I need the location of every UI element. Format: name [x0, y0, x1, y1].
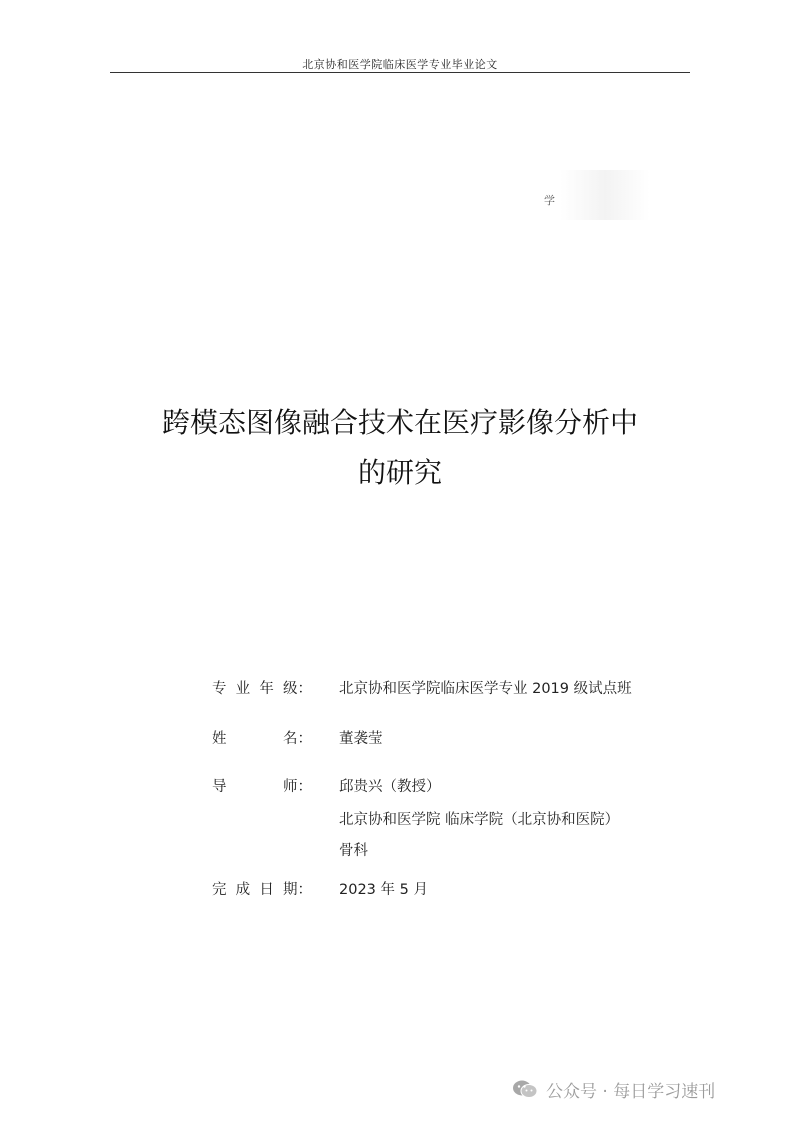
thesis-title — [80, 398, 720, 498]
major-label: 专 业 年 级： — [212, 681, 312, 697]
advisor-value-line-3: 骨科 — [339, 843, 368, 859]
title-line-1: 跨模态图像融合技术在医疗影像分析中 — [161, 406, 638, 439]
date-value: 2023 年 5 月 — [339, 882, 428, 898]
faint-mark: 学 — [544, 194, 555, 207]
title-line-2: 的研究 — [357, 456, 442, 489]
scan-smudge — [560, 170, 650, 220]
watermark-text: 公众号 · 每日学习速刊 — [546, 1081, 716, 1102]
date-label: 完 成 日 期： — [212, 882, 312, 898]
wechat-icon — [512, 1079, 538, 1099]
watermark — [512, 1074, 715, 1104]
advisor-label: 导 师： — [212, 779, 312, 795]
major-value: 北京协和医学院临床医学专业 2019 级试点班 — [339, 681, 632, 697]
advisor-value-line-1: 邱贵兴（教授） — [339, 779, 441, 795]
page-header: 北京协和医学院临床医学专业毕业论文 — [302, 58, 498, 71]
header-rule — [110, 72, 690, 73]
advisor-value-line-2: 北京协和医学院 临床学院（北京协和医院） — [339, 812, 620, 828]
name-label: 姓 名： — [212, 731, 312, 747]
name-value: 董袭莹 — [339, 731, 383, 747]
